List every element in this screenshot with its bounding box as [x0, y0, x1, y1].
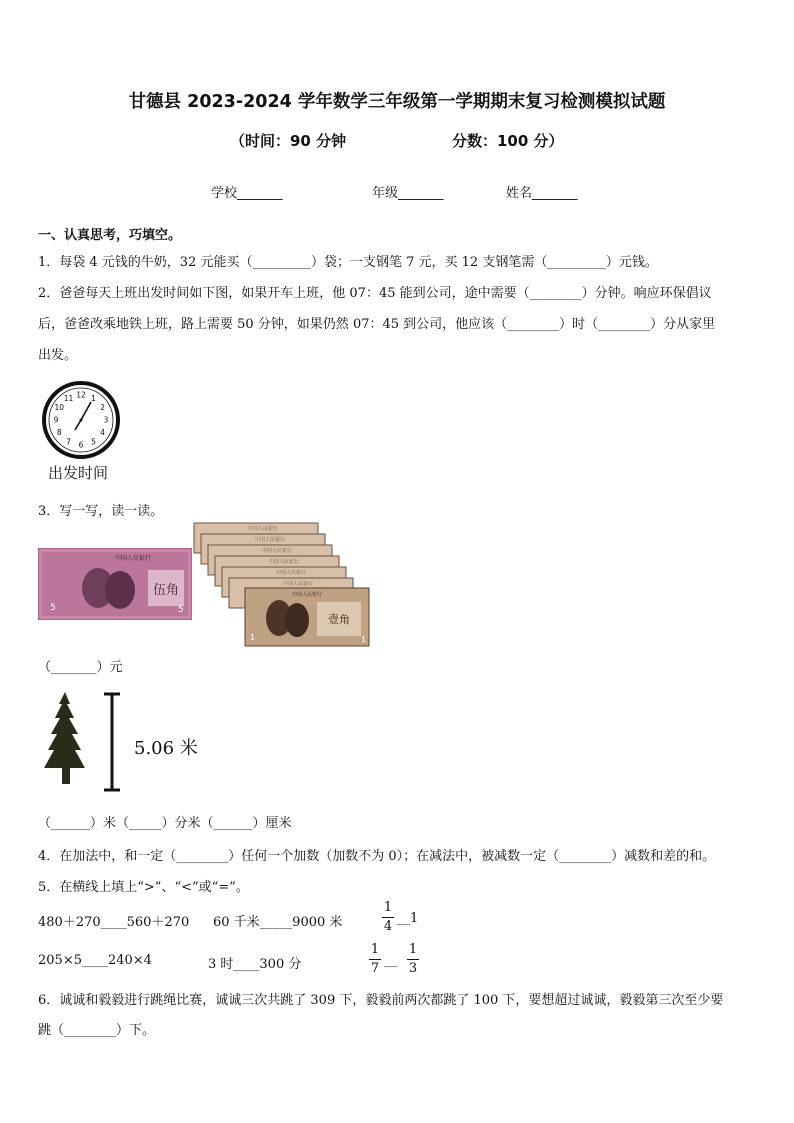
fraction-one-quarter: 1 4 [383, 900, 393, 934]
stack-bank-4: 中国人民银行 [268, 559, 300, 565]
clock-numeral: 7 [66, 437, 71, 447]
page-title: 甘德县 2023-2024 学年数学三年级第一学期期末复习检测模拟试题 [128, 92, 666, 112]
clock-icon [40, 380, 124, 462]
compare-a: 480＋270____560＋270 [38, 915, 190, 930]
question-1: 1．每袋 4 元钱的牛奶，32 元能买（_________）袋；一支钢笔 7 元，买 12 支钢笔需（_________）元钱。 [38, 255, 658, 270]
clock-numeral: 4 [100, 428, 106, 438]
question-3-answer-length: （______）米（_____）分米（______）厘米 [38, 816, 292, 831]
stack-bank-1: 中国人民银行 [247, 526, 279, 532]
clock-numeral: 8 [56, 428, 62, 438]
five-jiao-banknote [38, 548, 192, 620]
clock-numeral: 5 [91, 437, 96, 447]
clock-numeral: 12 [76, 390, 86, 400]
question-2-line2: 后，爸爸改乘地铁上班，路上需要 50 分钟，如果仍然 07：45 到公司，他应该（________）时（________）分从家里 [38, 317, 716, 332]
school-field: 学校_______ [211, 186, 283, 201]
question-3-answer-money: （_______）元 [38, 660, 123, 675]
clock-numeral: 2 [100, 403, 106, 413]
clock-numeral: 3 [103, 415, 109, 425]
grade-field: 年级_______ [372, 186, 444, 201]
fraction-one-seventh: 1 7 [370, 942, 380, 976]
exam-score: 分数：100 分） [452, 132, 564, 150]
five-jiao-bank: 中国人民银行 [114, 555, 152, 562]
stack-bank-6: 中国人民银行 [282, 581, 314, 587]
question-3: 3．写一写，读一读。 [38, 504, 164, 519]
question-4: 4．在加法中，和一定（________）任何一个加数（加数不为 0）；在减法中，被减数一定（________）减数和差的和。 [38, 849, 716, 864]
stack-bank-2: 中国人民银行 [254, 537, 286, 543]
five-jiao-digit-left: 5 [50, 603, 56, 613]
question-6-line1: 6．诚诚和毅毅进行跳绳比赛，诚诚三次共跳了 309 下，毅毅前两次都跳了 100 下，要想超过诚诚，毅毅第三次至少要 [38, 993, 724, 1008]
one-jiao-digit-right: 1 [361, 635, 367, 644]
one-jiao-banknote-stack [193, 522, 371, 648]
question-2-line1: 2．爸爸每天上班出发时间如下图，如果开车上班，他 07：45 能到公司，途中需要（________）分钟。响应环保倡议 [38, 286, 712, 301]
clock-numeral: 1 [91, 393, 96, 403]
clock-numeral: 9 [53, 415, 59, 425]
one-jiao-digit-left: 1 [250, 633, 256, 642]
question-5: 5．在横线上填上“>”、“<”或“=”。 [38, 880, 249, 895]
compare-f-mid: __ [384, 953, 397, 968]
one-jiao-bank: 中国人民银行 [291, 592, 323, 598]
fraction-one-third: 1 3 [408, 942, 418, 976]
tree-height-label: 5.06 米 [134, 738, 198, 759]
clock-numeral: 11 [63, 393, 74, 403]
name-field: 姓名_______ [506, 186, 578, 201]
stack-bank-5: 中国人民银行 [275, 570, 307, 576]
clock-caption: 出发时间 [48, 464, 109, 482]
compare-c-tail: __1 [397, 911, 419, 926]
section-heading: 一、认真思考，巧填空。 [38, 228, 182, 243]
compare-b: 60 千米_____9000 米 [213, 915, 343, 930]
one-jiao-label: 壹角 [328, 613, 350, 626]
clock-numeral: 10 [54, 403, 65, 413]
compare-e: 3 时____300 分 [208, 957, 302, 972]
exam-time: （时间：90 分钟 [230, 132, 347, 150]
five-jiao-digit-right: 5 [178, 605, 184, 615]
clock-numeral: 6 [78, 440, 84, 450]
question-6-line2: 跳（________）下。 [38, 1023, 156, 1038]
stack-bank-3: 中国人民银行 [261, 548, 293, 554]
compare-d: 205×5____240×4 [38, 953, 152, 968]
question-2-line3: 出发。 [38, 348, 78, 363]
tree-icon [40, 690, 126, 794]
five-jiao-label: 伍角 [152, 583, 180, 598]
